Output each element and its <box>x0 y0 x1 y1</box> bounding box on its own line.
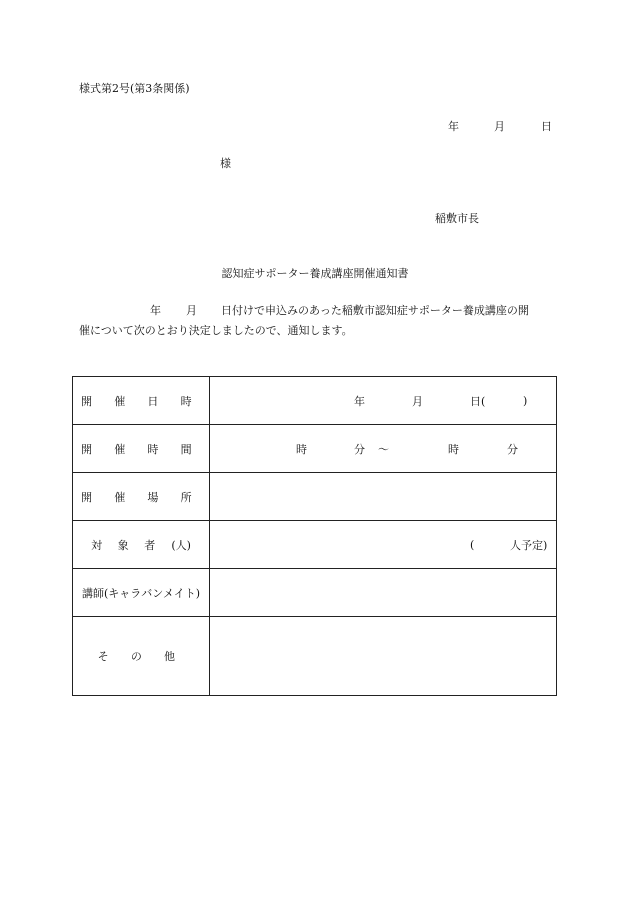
value-lecturer <box>210 569 557 617</box>
value-time-hour-end: 時 <box>448 442 459 456</box>
body-paragraph-line-2: 催について次のとおり決定しましたので、通知します。 <box>79 324 353 337</box>
label-place: 開 催 場 所 <box>73 473 210 521</box>
value-target-planned: 人予定) <box>510 538 548 552</box>
value-target-open: ( <box>470 538 475 551</box>
value-date-day: 日( <box>470 394 486 408</box>
value-time-minute-end: 分 <box>507 442 518 456</box>
label-lecturer: 講師(キャラバンメイト) <box>73 569 210 617</box>
form-number: 様式第2号(第3条関係) <box>79 82 190 95</box>
body-text: 日付けで申込みのあった稲敷市認知症サポーター養成講座の開 <box>221 304 529 317</box>
value-time-minute-start: 分 <box>354 442 365 456</box>
value-time-tilde: ～ <box>378 442 389 456</box>
document-title: 認知症サポーター養成講座開催通知書 <box>221 267 409 280</box>
date-day-label: 日 <box>541 120 552 133</box>
value-date-year: 年 <box>354 394 365 408</box>
label-date: 開 催 日 時 <box>73 377 210 425</box>
value-date-month: 月 <box>412 394 423 408</box>
issuer-name: 稲敷市長 <box>435 212 479 225</box>
table-row-time <box>73 425 557 473</box>
label-time: 開 催 時 間 <box>73 425 210 473</box>
value-date <box>210 377 557 425</box>
value-date-close: ) <box>523 394 528 407</box>
body-month: 月 <box>186 304 197 317</box>
table-row-other <box>73 617 557 696</box>
value-other <box>210 617 557 696</box>
addressee-honorific: 様 <box>220 157 231 170</box>
table-row-lecturer <box>73 569 557 617</box>
date-month-label: 月 <box>494 120 505 133</box>
label-other: そ の 他 <box>73 617 210 696</box>
body-year: 年 <box>150 304 161 317</box>
label-target: 対 象 者 (人) <box>73 521 210 569</box>
value-place <box>210 473 557 521</box>
table-row-date <box>73 377 557 425</box>
value-time <box>210 425 557 473</box>
date-year-label: 年 <box>448 120 459 133</box>
table-row-place <box>73 473 557 521</box>
table-row-target <box>73 521 557 569</box>
value-target <box>210 521 557 569</box>
info-table <box>72 376 557 696</box>
body-paragraph-line-1 <box>79 305 551 319</box>
value-time-hour-start: 時 <box>296 442 307 456</box>
